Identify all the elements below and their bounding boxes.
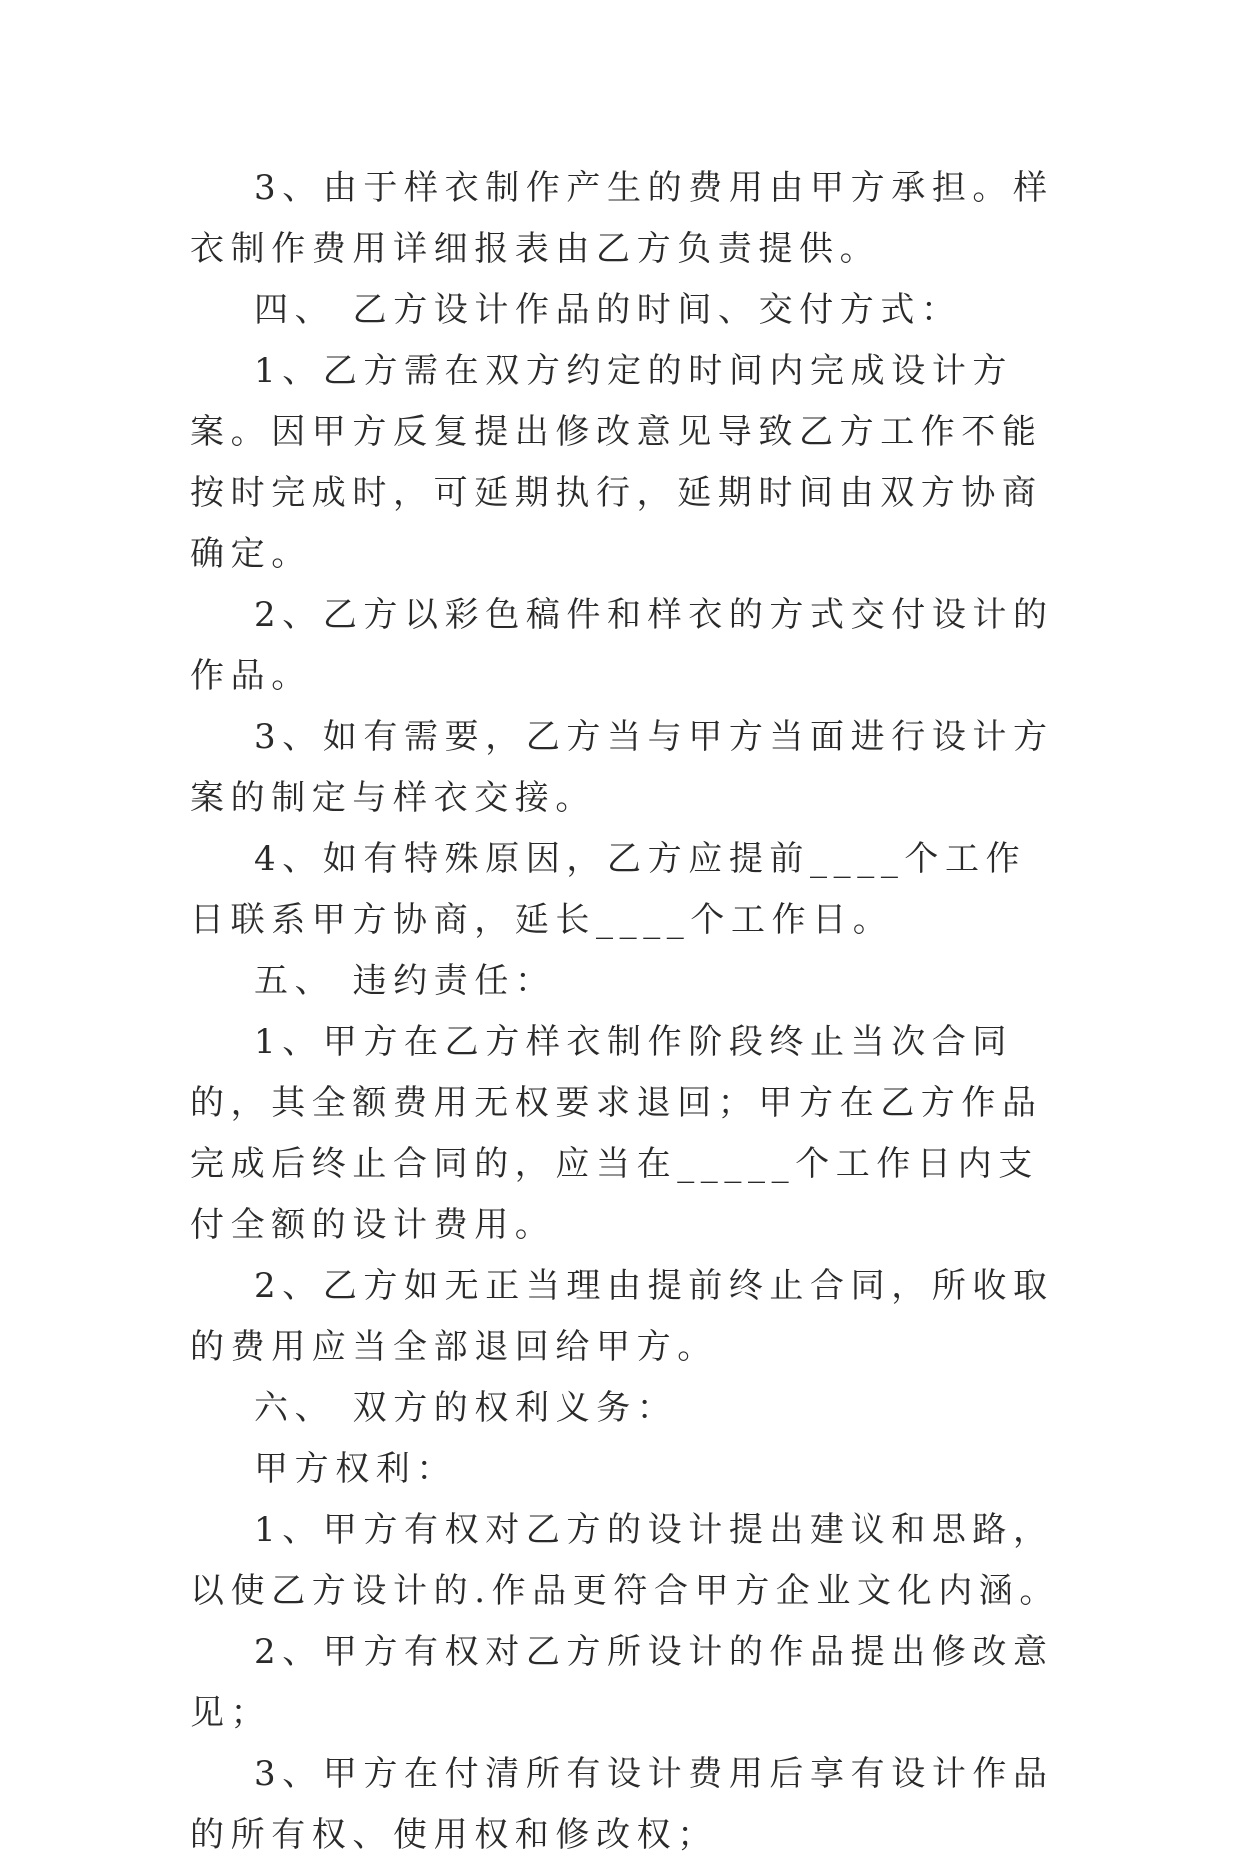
heading-section-5: 五、 违约责任：	[254, 961, 556, 1001]
paragraph-extension: 4、如有特殊原因，乙方应提前____个工作日联系甲方协商，延长____个工作日。	[190, 839, 1027, 940]
paragraph-party-a-breach: 1、甲方在乙方样衣制作阶段终止当次合同的，其全额费用无权要求退回；甲方在乙方作品完成后终止合同的，应当在_____个工作日内支付全额的设计费用。	[190, 1022, 1043, 1245]
paragraph-sample-cost: 3、由于样衣制作产生的费用由甲方承担。样衣制作费用详细报表由乙方负责提供。	[190, 168, 1054, 269]
heading-section-4: 四、 乙方设计作品的时间、交付方式：	[254, 290, 962, 330]
paragraph-handover: 3、如有需要，乙方当与甲方当面进行设计方案的制定与样衣交接。	[190, 717, 1054, 818]
paragraph-right-suggestions: 1、甲方有权对乙方的设计提出建议和思路，以使乙方设计的.作品更符合甲方企业文化内涵。	[190, 1510, 1061, 1611]
paragraph-right-revisions: 2、甲方有权对乙方所设计的作品提出修改意见；	[190, 1632, 1054, 1733]
heading-section-6: 六、 双方的权利义务：	[254, 1388, 678, 1428]
paragraph-right-ownership: 3、甲方在付清所有设计费用后享有设计作品的所有权、使用权和修改权；	[190, 1754, 1054, 1855]
paragraph-design-deadline: 1、乙方需在双方约定的时间内完成设计方案。因甲方反复提出修改意见导致乙方工作不能按时完成时，可延期执行，延期时间由双方协商确定。	[190, 351, 1043, 574]
paragraph-party-b-breach: 2、乙方如无正当理由提前终止合同，所收取的费用应当全部退回给甲方。	[190, 1266, 1054, 1367]
heading-party-a-rights: 甲方权利：	[254, 1449, 457, 1489]
paragraph-delivery-method: 2、乙方以彩色稿件和样衣的方式交付设计的作品。	[190, 595, 1054, 696]
document-body	[190, 158, 1060, 1866]
